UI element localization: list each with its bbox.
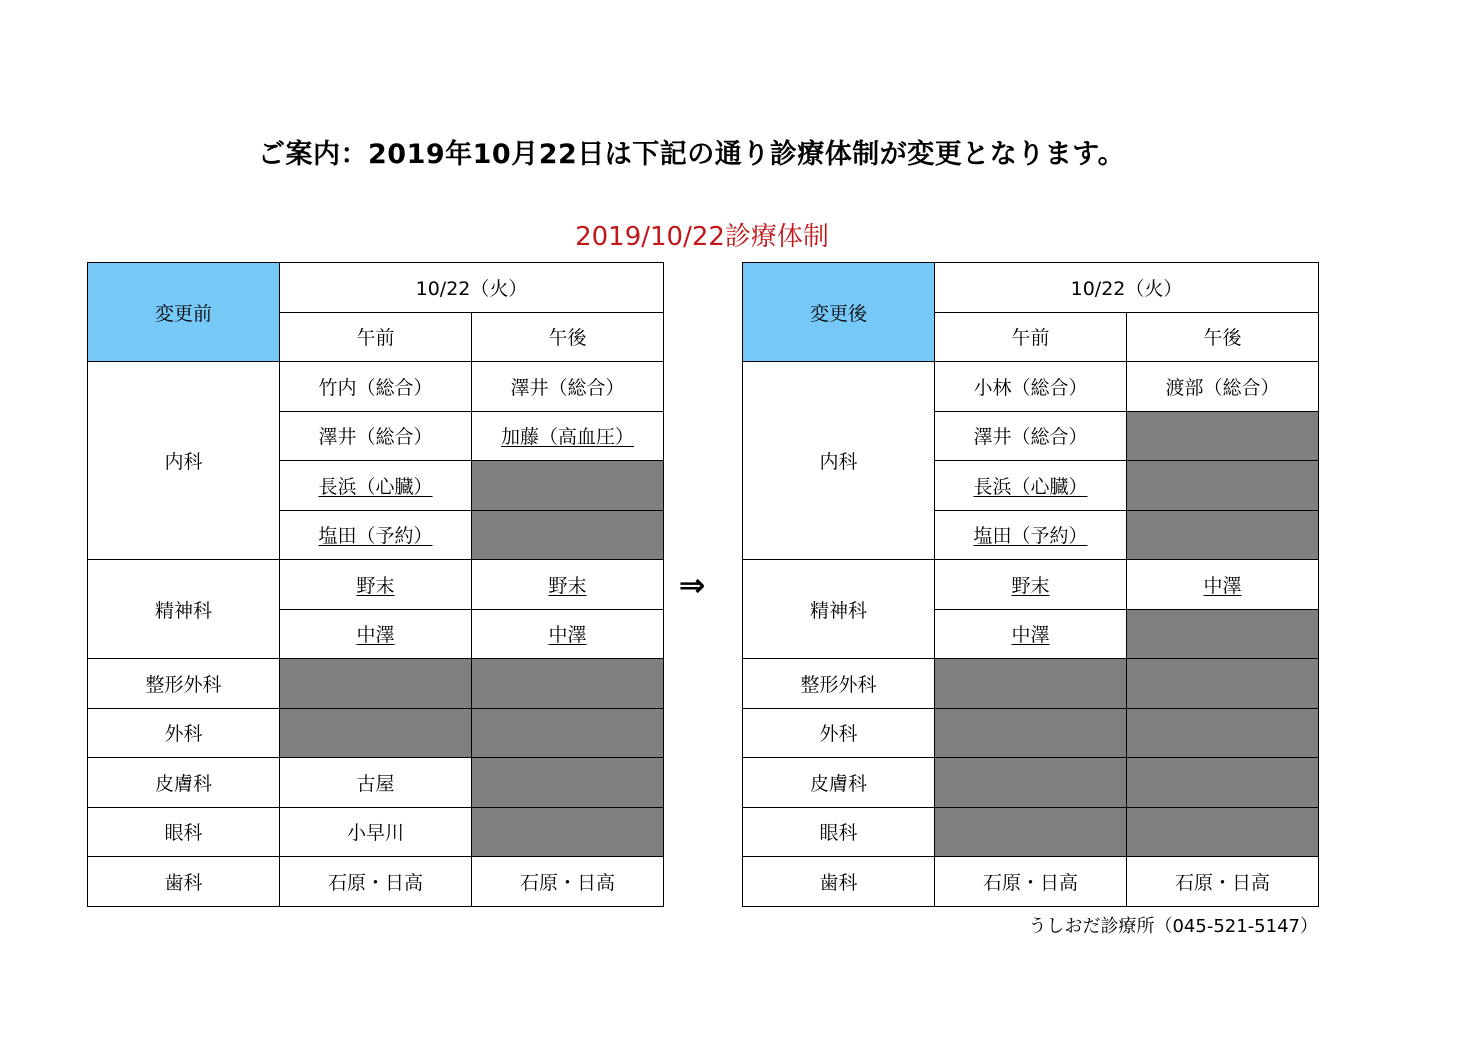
pm-cell: 渡部（総合） xyxy=(1127,362,1319,412)
dept-cell: 眼科 xyxy=(743,807,935,857)
dept-cell: 外科 xyxy=(88,708,280,758)
closed-cell xyxy=(280,708,472,758)
am-cell: 中澤 xyxy=(935,609,1127,659)
closed-cell xyxy=(1127,807,1319,857)
closed-cell xyxy=(280,659,472,709)
closed-cell xyxy=(472,659,664,709)
schedule-subtitle: 2019/10/22診療体制 xyxy=(575,222,829,252)
dept-cell: 整形外科 xyxy=(743,659,935,709)
dept-cell: 外科 xyxy=(743,708,935,758)
am-cell: 小早川 xyxy=(280,807,472,857)
am-cell: 野末 xyxy=(280,560,472,610)
closed-cell xyxy=(1127,609,1319,659)
clinic-contact-footer: うしおだ診療所（045-521-5147） xyxy=(1028,916,1318,937)
corner-label: 変更後 xyxy=(743,263,935,362)
closed-cell xyxy=(935,708,1127,758)
closed-cell xyxy=(1127,659,1319,709)
closed-cell xyxy=(935,659,1127,709)
closed-cell xyxy=(1127,411,1319,461)
pm-header: 午後 xyxy=(472,312,664,362)
am-cell: 塩田（予約） xyxy=(935,510,1127,560)
pm-header: 午後 xyxy=(1127,312,1319,362)
dept-cell: 精神科 xyxy=(743,560,935,659)
am-cell: 古屋 xyxy=(280,758,472,808)
pm-cell: 加藤（高血圧） xyxy=(472,411,664,461)
dept-cell: 歯科 xyxy=(743,857,935,907)
schedule-table-after xyxy=(742,262,1319,907)
dept-cell: 歯科 xyxy=(88,857,280,907)
dept-cell: 眼科 xyxy=(88,807,280,857)
pm-cell: 中澤 xyxy=(472,609,664,659)
dept-cell: 精神科 xyxy=(88,560,280,659)
am-cell: 澤井（総合） xyxy=(280,411,472,461)
am-cell: 野末 xyxy=(935,560,1127,610)
am-cell: 長浜（心臓） xyxy=(280,461,472,511)
closed-cell xyxy=(472,708,664,758)
closed-cell xyxy=(472,461,664,511)
closed-cell xyxy=(472,758,664,808)
dept-cell: 内科 xyxy=(88,362,280,560)
am-cell: 澤井（総合） xyxy=(935,411,1127,461)
closed-cell xyxy=(1127,758,1319,808)
am-cell: 中澤 xyxy=(280,609,472,659)
date-header: 10/22（火） xyxy=(280,263,664,313)
am-cell: 石原・日高 xyxy=(935,857,1127,907)
am-cell: 竹内（総合） xyxy=(280,362,472,412)
pm-cell: 石原・日高 xyxy=(1127,857,1319,907)
closed-cell xyxy=(935,807,1127,857)
am-cell: 石原・日高 xyxy=(280,857,472,907)
pm-cell: 澤井（総合） xyxy=(472,362,664,412)
date-header: 10/22（火） xyxy=(935,263,1319,313)
closed-cell xyxy=(1127,461,1319,511)
corner-label: 変更前 xyxy=(88,263,280,362)
dept-cell: 皮膚科 xyxy=(743,758,935,808)
right-arrow-icon: ⇒ xyxy=(678,566,706,604)
pm-cell: 野末 xyxy=(472,560,664,610)
am-cell: 塩田（予約） xyxy=(280,510,472,560)
closed-cell xyxy=(1127,708,1319,758)
dept-cell: 内科 xyxy=(743,362,935,560)
pm-cell: 石原・日高 xyxy=(472,857,664,907)
am-cell: 小林（総合） xyxy=(935,362,1127,412)
am-cell: 長浜（心臓） xyxy=(935,461,1127,511)
schedule-table-before xyxy=(87,262,664,907)
dept-cell: 整形外科 xyxy=(88,659,280,709)
page-headline: ご案内：2019年10月22日は下記の通り診療体制が変更となります。 xyxy=(258,139,1126,170)
am-header: 午前 xyxy=(935,312,1127,362)
closed-cell xyxy=(472,510,664,560)
closed-cell xyxy=(1127,510,1319,560)
am-header: 午前 xyxy=(280,312,472,362)
dept-cell: 皮膚科 xyxy=(88,758,280,808)
closed-cell xyxy=(935,758,1127,808)
closed-cell xyxy=(472,807,664,857)
pm-cell: 中澤 xyxy=(1127,560,1319,610)
